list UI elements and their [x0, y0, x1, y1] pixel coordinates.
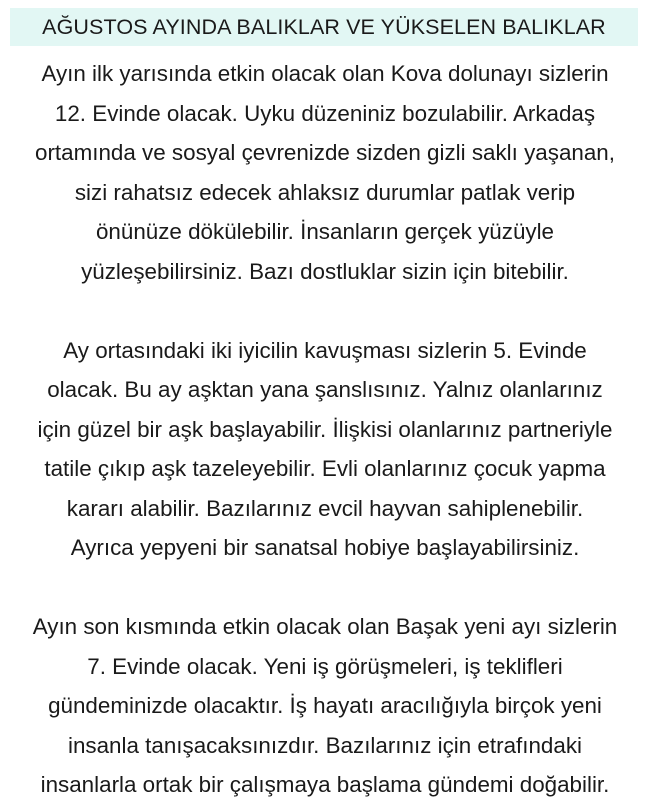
text-line: sizi rahatsız edecek ahlaksız durumlar patlak verip	[74, 179, 576, 205]
paragraph-gap	[0, 291, 650, 331]
text-line: 7. Evinde olacak. Yeni iş görüşmeleri, iş teklifleri	[87, 653, 563, 679]
text-line: Ayrıca yepyeni bir sanatsal hobiye başlayabilirsiniz.	[70, 535, 580, 560]
text-line: olacak. Bu ay aşktan yana şanslısınız. Yalnız olanlarınız	[47, 377, 603, 402]
text-line: 12. Evinde olacak. Uyku düzeniniz bozulabilir. Arkadaş	[54, 100, 596, 126]
text-line: insanlarla ortak bir çalışmaya başlama gündemi doğabilir.	[40, 772, 610, 797]
text-line: kararı alabilir. Bazılarınız evcil hayvan sahiplenebilir.	[66, 495, 584, 521]
text-line: ortamında ve sosyal çevrenizde sizden gizli saklı yaşanan,	[35, 140, 615, 165]
text-line: insanla tanışacaksınızdır. Bazılarınız için etrafındaki	[67, 732, 582, 758]
text-line: için güzel bir aşk başlayabilir. İlişkisi olanlarınız partneriyle	[37, 416, 613, 442]
text-line: Ayın son kısmında etkin olacak olan Başak yeni ayı sizlerin	[32, 614, 618, 639]
paragraph-gap	[0, 568, 650, 608]
text-line: tatile çıkıp aşk tazeleyebilir. Evli olanlarınız çocuk yapma	[44, 456, 606, 481]
text-line: Ay ortasındaki iki iyicilin kavuşması sizlerin 5. Evinde	[63, 337, 587, 363]
paragraph-conjunction	[0, 331, 650, 568]
text-line: gündeminizde olacaktır. İş hayatı aracılığıyla birçok yeni	[48, 693, 602, 718]
paragraph-full-moon	[0, 54, 650, 291]
article-body	[0, 54, 650, 805]
text-line: Ayın ilk yarısında etkin olacak olan Kova dolunayı sizlerin	[41, 61, 609, 86]
text-line: yüzleşebilirsiniz. Bazı dostluklar sizin için bitebilir.	[81, 258, 569, 284]
paragraph-new-moon	[0, 607, 650, 805]
text-line: önünüze dökülebilir. İnsanların gerçek yüzüyle	[95, 219, 555, 244]
title-banner	[10, 8, 638, 46]
page-title: AĞUSTOS AYINDA BALIKLAR VE YÜKSELEN BALIKLAR	[42, 14, 606, 39]
